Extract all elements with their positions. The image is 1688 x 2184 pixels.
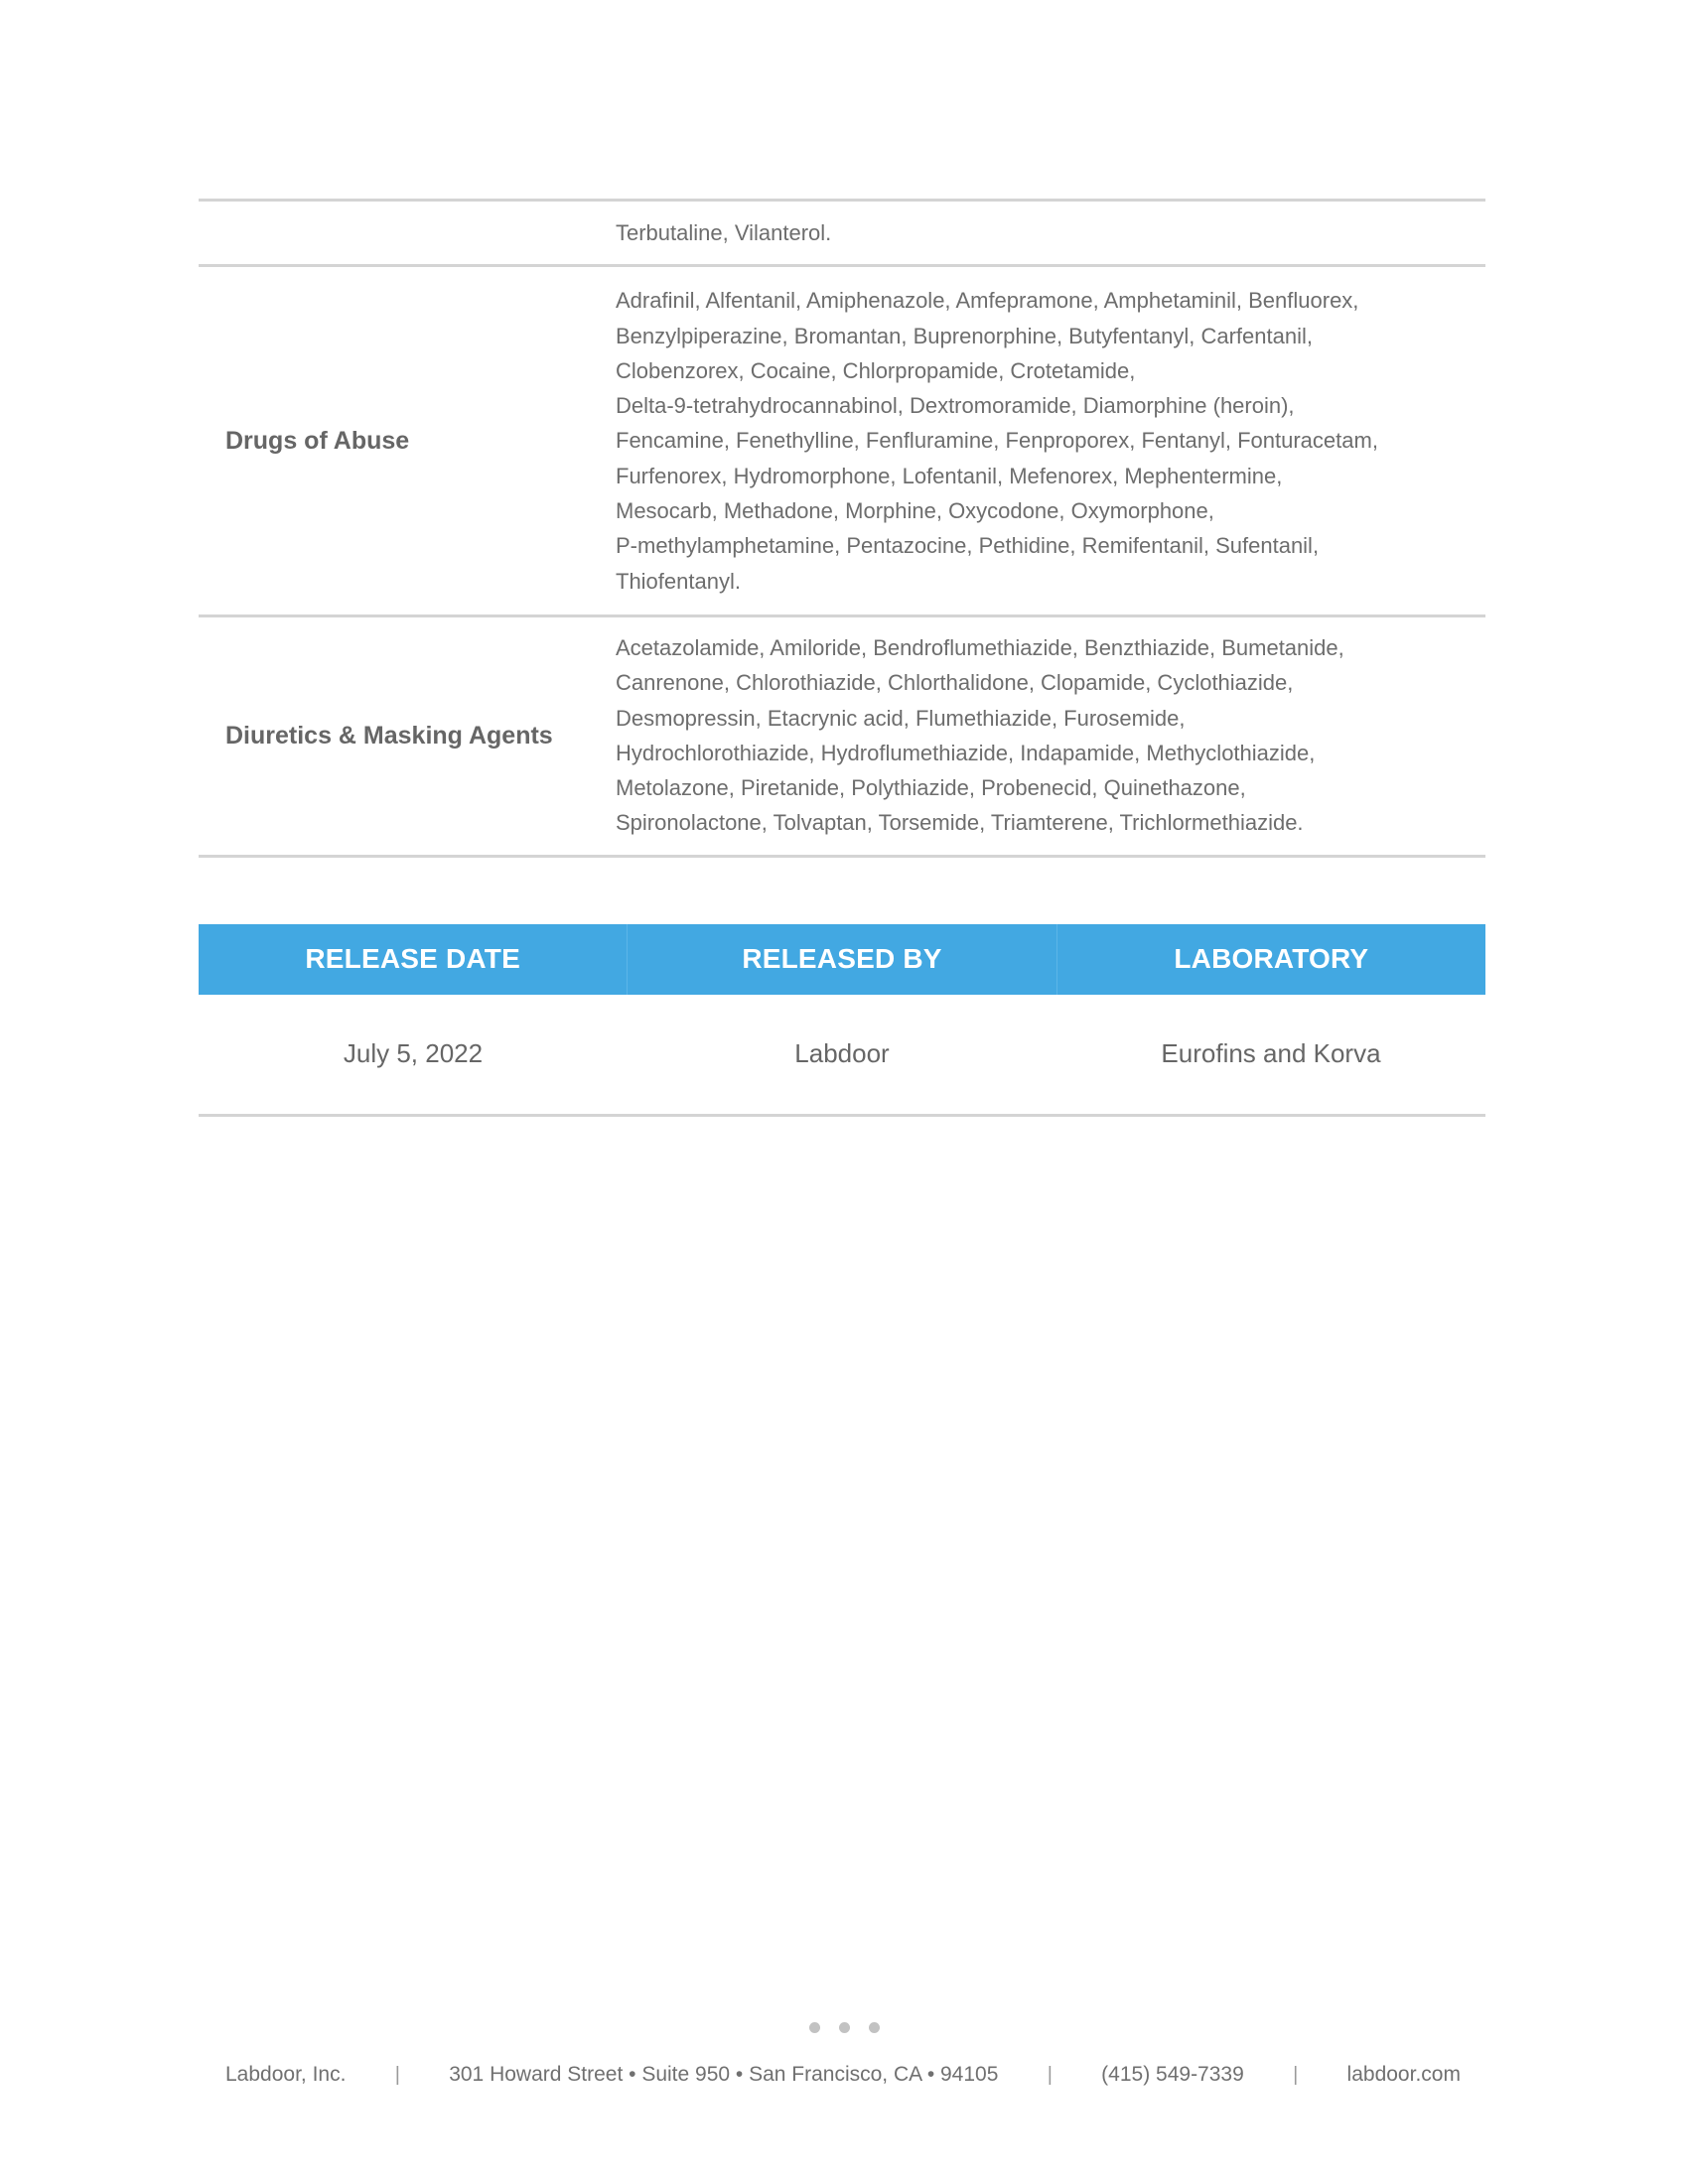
substance-list [588,617,1485,855]
laboratory-header: LABORATORY [1174,943,1369,975]
footer-address: 301 Howard Street • Suite 950 • San Francisco, CA • 94105 [449,2063,999,2086]
substance-list-line: Hydrochlorothiazide, Hydroflumethiazide, Indapamide, Methyclothiazide, [616,740,1316,765]
substance-list-line: Mesocarb, Methadone, Morphine, Oxycodone, Oxymorphone, [616,498,1214,524]
substance-list-line: Delta-9-tetrahydrocannabinol, Dextromoramide, Diamorphine (heroin), [616,393,1295,419]
report-page [199,199,1485,1117]
footer-website: labdoor.com [1346,2063,1461,2086]
table-row [199,617,1485,858]
substance-list-line: Metolazone, Piretanide, Polythiazide, Probenecid, Quinethazone, [616,775,1246,801]
released-by-value: Labdoor [794,1038,890,1069]
substance-list-line: Spironolactone, Tolvaptan, Torsemide, Triamterene, Trichlormethiazide. [616,810,1304,836]
substance-list-line: Benzylpiperazine, Bromantan, Buprenorphine, Butyfentanyl, Carfentanil, [616,323,1313,348]
substance-list-line: P-methylamphetamine, Pentazocine, Pethidine, Remifentanil, Sufentanil, [616,533,1320,559]
release-info-table [199,924,1485,1117]
substance-list: Terbutaline, Vilanterol. [616,220,832,245]
dot [869,2022,880,2033]
substance-list-line: Canrenone, Chlorothiazide, Chlorthalidone, Clopamide, Cyclothiazide, [616,670,1294,696]
released-by-header: RELEASED BY [628,924,1056,995]
substance-list-line: Acetazolamide, Amiloride, Bendroflumethiazide, Benzthiazide, Bumetanide, [616,634,1344,660]
substance-list-line: Thiofentanyl. [616,568,741,594]
release-date-header: RELEASE DATE [199,924,628,995]
substance-list-line: Desmopressin, Etacrynic acid, Flumethiazide, Furosemide, [616,705,1186,731]
page-dots-ornament [0,2022,1688,2033]
dot [809,2022,820,2033]
prohibited-substances-table [199,199,1485,858]
substance-list-line: Furfenorex, Hydromorphone, Lofentanil, Mefenorex, Mephentermine, [616,463,1283,488]
release-date-value: July 5, 2022 [343,1038,484,1069]
substance-list-line: Fencamine, Fenethylline, Fenfluramine, Fenproporex, Fentanyl, Fonturacetam, [616,428,1378,454]
footer-company: Labdoor, Inc. [225,2063,347,2086]
laboratory-value: Eurofins and Korva [1161,1038,1381,1069]
table-row [199,202,1485,267]
category-label: Drugs of Abuse [225,426,410,455]
footer-separator: | [1293,2063,1299,2086]
release-header-row [199,924,1485,995]
category-label: Diuretics & Masking Agents [225,721,553,750]
substance-list-line: Clobenzorex, Cocaine, Chlorpropamide, Crotetamide, [616,357,1136,383]
release-value-row [199,995,1485,1117]
page-footer [225,2063,1461,2087]
footer-phone: (415) 549-7339 [1101,2063,1244,2086]
dot [839,2022,850,2033]
substance-list [588,267,1485,614]
table-row [199,267,1485,617]
footer-separator: | [394,2063,400,2086]
substance-list-line: Adrafinil, Alfentanil, Amiphenazole, Amfepramone, Amphetaminil, Benfluorex, [616,288,1359,314]
footer-separator: | [1047,2063,1053,2086]
